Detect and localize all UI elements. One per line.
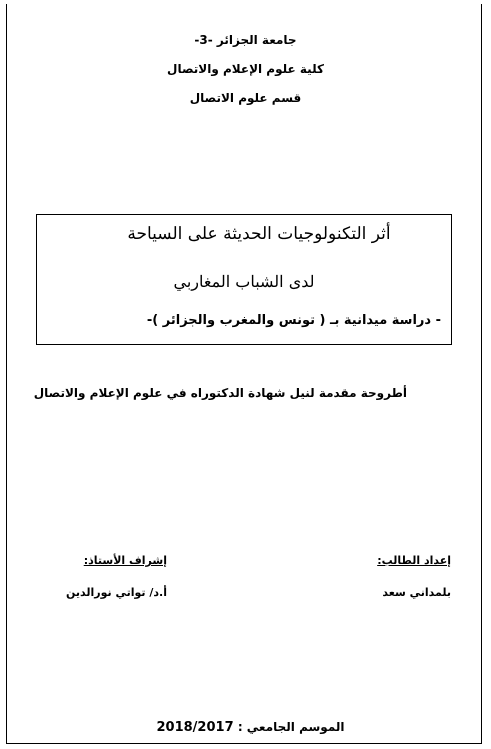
thesis-title-box bbox=[36, 214, 452, 345]
page-border-bottom bbox=[6, 743, 482, 744]
department-name: قسم علوم الاتصال bbox=[189, 91, 302, 105]
thesis-title-continuation: لدى الشباب المغاربي bbox=[173, 272, 315, 291]
thesis-title: أثر التكنولوجيات الحديثة على السياحة bbox=[127, 224, 391, 244]
academic-year bbox=[0, 720, 491, 735]
supervisor-name: أ.د/ تواتي نورالدين bbox=[66, 586, 167, 599]
faculty-name: كلية علوم الإعلام والاتصال bbox=[167, 62, 324, 76]
student-block bbox=[377, 554, 451, 599]
thesis-statement: أطروحة مقدمة لنيل شهادة الدكتوراه في علوم الإعلام والاتصال bbox=[33, 386, 407, 400]
academic-year-label: الموسم الجامعي : bbox=[237, 720, 345, 734]
student-name: بلمداني سعد bbox=[382, 586, 451, 599]
student-label: إعداد الطالب: bbox=[377, 554, 451, 567]
academic-year-value: 2018/2017 bbox=[156, 720, 234, 735]
page-border bbox=[6, 4, 482, 744]
university-name: جامعة الجزائر -3- bbox=[194, 33, 297, 47]
institution-header bbox=[0, 26, 491, 113]
supervisor-label: إشراف الأستاذ: bbox=[83, 554, 167, 567]
thesis-subtitle: - دراسة ميدانية بـ ( تونس والمغرب والجزائر )- bbox=[146, 313, 441, 328]
supervisor-block bbox=[66, 554, 167, 599]
